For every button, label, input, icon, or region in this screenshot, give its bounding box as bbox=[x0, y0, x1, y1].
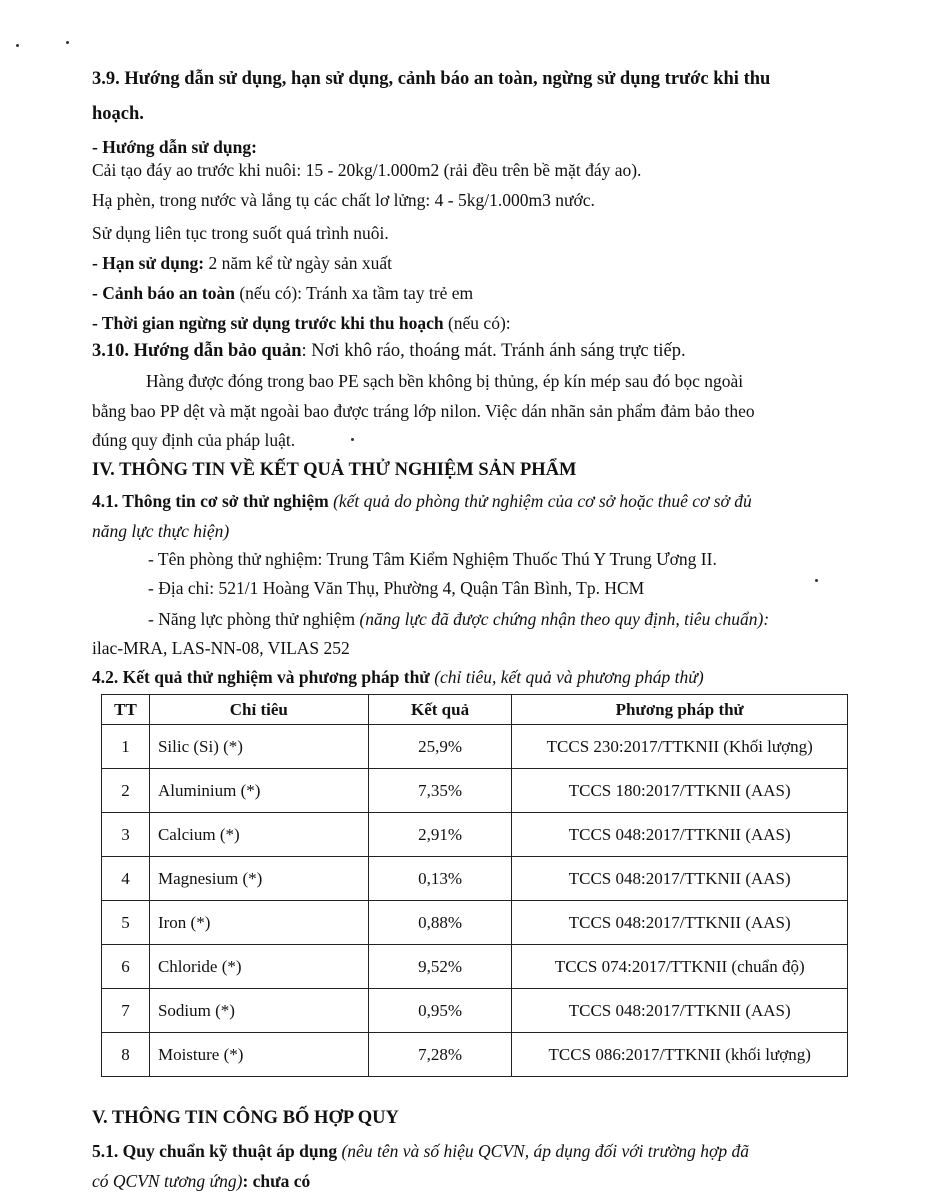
table-row bbox=[102, 1033, 848, 1077]
usage-line: Sử dụng liên tục trong suốt quá trình nuôi. bbox=[92, 223, 389, 243]
row-number: 6 bbox=[102, 945, 150, 989]
testing-facility-label: 4.1. Thông tin cơ sở thử nghiệm bbox=[92, 491, 329, 511]
header-indicator: Chỉ tiêu bbox=[149, 695, 368, 725]
section-4-2 bbox=[92, 666, 867, 688]
withdrawal-line bbox=[92, 312, 867, 334]
row-indicator: Magnesium (*) bbox=[149, 857, 368, 901]
table-header-row bbox=[102, 695, 848, 725]
table-row bbox=[102, 945, 848, 989]
packaging-paragraph-l1: Hàng được đóng trong bao PE sạch bền không bị thủng, ép kín mép sau đó bọc ngoài bbox=[146, 371, 744, 391]
row-result: 9,52% bbox=[368, 945, 512, 989]
usage-line: Cải tạo đáy ao trước khi nuôi: 15 - 20kg/1.000m2 (rải đều trên bề mặt đáy ao). bbox=[92, 160, 642, 180]
technical-regulation-note: (nêu tên và số hiệu QCVN, áp dụng đối với trường hợp đã bbox=[337, 1141, 749, 1161]
section-3-9-heading-cont: hoạch. bbox=[92, 104, 144, 124]
margin-stamp-mark bbox=[872, 718, 888, 878]
row-method: TCCS 230:2017/TTKNII (Khối lượng) bbox=[512, 725, 848, 769]
row-indicator: Aluminium (*) bbox=[149, 769, 368, 813]
lab-capacity-value: ilac-MRA, LAS-NN-08, VILAS 252 bbox=[92, 638, 350, 658]
usage-label: - Hướng dẫn sử dụng: bbox=[92, 137, 257, 157]
section-4-1 bbox=[92, 490, 867, 512]
row-number: 4 bbox=[102, 857, 150, 901]
section-3-10 bbox=[92, 340, 867, 362]
table-row bbox=[102, 901, 848, 945]
row-method: TCCS 048:2017/TTKNII (AAS) bbox=[512, 813, 848, 857]
header-method: Phương pháp thử bbox=[512, 695, 848, 725]
test-results-table bbox=[101, 694, 848, 1077]
expiry-value: 2 năm kể từ ngày sản xuất bbox=[204, 253, 392, 273]
test-results-note: (chỉ tiêu, kết quả và phương pháp thử) bbox=[429, 667, 704, 687]
technical-regulation-label: 5.1. Quy chuẩn kỹ thuật áp dụng bbox=[92, 1141, 338, 1161]
expiry-label: - Hạn sử dụng: bbox=[92, 253, 205, 273]
technical-regulation-note-cont: có QCVN tương ứng) bbox=[92, 1171, 243, 1191]
row-indicator: Moisture (*) bbox=[149, 1033, 368, 1077]
lab-capacity-note: (năng lực đã được chứng nhận theo quy định, tiêu chuẩn): bbox=[355, 609, 770, 629]
warning-value: (nếu có): Tránh xa tầm tay trẻ em bbox=[234, 283, 474, 303]
storage-label: 3.10. Hướng dẫn bảo quản bbox=[92, 341, 302, 361]
testing-facility-note: (kết quả do phòng thử nghiệm của cơ sở hoặc thuê cơ sở đủ bbox=[328, 491, 752, 511]
table-row bbox=[102, 989, 848, 1033]
section-5-1-cont bbox=[92, 1170, 867, 1192]
row-method: TCCS 180:2017/TTKNII (AAS) bbox=[512, 769, 848, 813]
withdrawal-label: - Thời gian ngừng sử dụng trước khi thu hoạch bbox=[92, 313, 444, 333]
warning-line bbox=[92, 282, 867, 304]
withdrawal-value: (nếu có): bbox=[443, 313, 511, 333]
lab-address: - Địa chỉ: 521/1 Hoàng Văn Thụ, Phường 4, Quận Tân Bình, Tp. HCM bbox=[148, 578, 645, 598]
scan-speck bbox=[16, 44, 19, 47]
packaging-paragraph-l2: bằng bao PP dệt và mặt ngoài bao được tráng lớp nilon. Việc dán nhãn sản phẩm đảm bảo theo bbox=[92, 401, 755, 421]
row-result: 25,9% bbox=[368, 725, 512, 769]
row-indicator: Sodium (*) bbox=[149, 989, 368, 1033]
lab-capacity bbox=[148, 608, 867, 630]
test-results-label: 4.2. Kết quả thử nghiệm và phương pháp thử bbox=[92, 667, 430, 687]
section-iv-heading: IV. THÔNG TIN VỀ KẾT QUẢ THỬ NGHIỆM SẢN PHẨM bbox=[92, 460, 577, 480]
row-result: 2,91% bbox=[368, 813, 512, 857]
row-method: TCCS 074:2017/TTKNII (chuẩn độ) bbox=[512, 945, 848, 989]
table-row bbox=[102, 813, 848, 857]
lab-capacity-label: - Năng lực phòng thử nghiệm bbox=[148, 609, 356, 629]
row-method: TCCS 048:2017/TTKNII (AAS) bbox=[512, 989, 848, 1033]
storage-value: : Nơi khô ráo, thoáng mát. Tránh ánh sáng trực tiếp. bbox=[301, 341, 686, 361]
section-3-9-heading: 3.9. Hướng dẫn sử dụng, hạn sử dụng, cảnh báo an toàn, ngừng sử dụng trước khi thu bbox=[92, 69, 771, 89]
expiry-line bbox=[92, 252, 867, 274]
technical-regulation-value: : chưa có bbox=[242, 1171, 311, 1191]
row-number: 5 bbox=[102, 901, 150, 945]
row-result: 0,95% bbox=[368, 989, 512, 1033]
row-indicator: Silic (Si) (*) bbox=[149, 725, 368, 769]
section-5-1 bbox=[92, 1140, 867, 1162]
row-method: TCCS 048:2017/TTKNII (AAS) bbox=[512, 901, 848, 945]
row-number: 1 bbox=[102, 725, 150, 769]
testing-facility-note-cont: năng lực thực hiện) bbox=[92, 521, 230, 541]
row-method: TCCS 048:2017/TTKNII (AAS) bbox=[512, 857, 848, 901]
row-result: 7,35% bbox=[368, 769, 512, 813]
row-number: 3 bbox=[102, 813, 150, 857]
row-result: 7,28% bbox=[368, 1033, 512, 1077]
table-row bbox=[102, 769, 848, 813]
warning-label: - Cảnh báo an toàn bbox=[92, 283, 235, 303]
row-number: 2 bbox=[102, 769, 150, 813]
header-result: Kết quả bbox=[368, 695, 512, 725]
row-method: TCCS 086:2017/TTKNII (khối lượng) bbox=[512, 1033, 848, 1077]
row-number: 8 bbox=[102, 1033, 150, 1077]
row-result: 0,88% bbox=[368, 901, 512, 945]
row-indicator: Iron (*) bbox=[149, 901, 368, 945]
row-indicator: Chloride (*) bbox=[149, 945, 368, 989]
packaging-paragraph-l3: đúng quy định của pháp luật. bbox=[92, 430, 296, 450]
table-row bbox=[102, 857, 848, 901]
lab-name: - Tên phòng thử nghiệm: Trung Tâm Kiểm Nghiệm Thuốc Thú Y Trung Ương II. bbox=[148, 549, 717, 569]
scan-speck bbox=[66, 41, 69, 44]
row-number: 7 bbox=[102, 989, 150, 1033]
row-result: 0,13% bbox=[368, 857, 512, 901]
header-tt: TT bbox=[102, 695, 150, 725]
section-v-heading: V. THÔNG TIN CÔNG BỐ HỢP QUY bbox=[92, 1108, 399, 1128]
usage-line: Hạ phèn, trong nước và lắng tụ các chất lơ lửng: 4 - 5kg/1.000m3 nước. bbox=[92, 190, 595, 210]
table-row bbox=[102, 725, 848, 769]
row-indicator: Calcium (*) bbox=[149, 813, 368, 857]
